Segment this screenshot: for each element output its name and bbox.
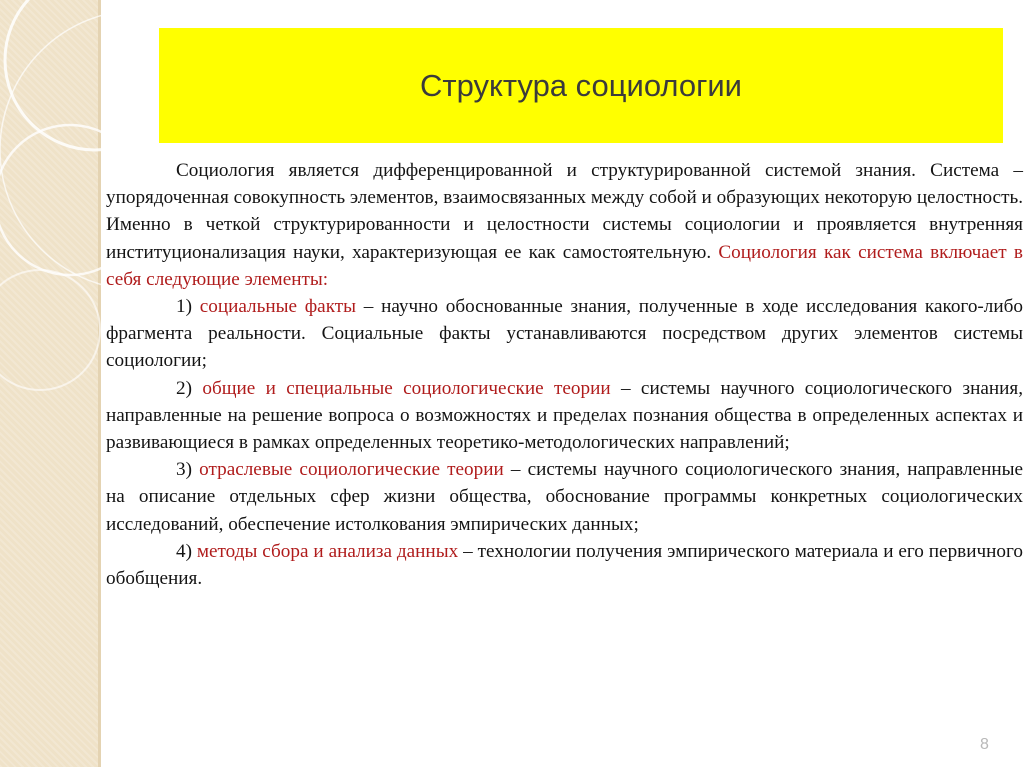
list-item bbox=[106, 538, 1023, 592]
item-number: 3) bbox=[176, 459, 200, 481]
title-banner bbox=[159, 28, 1003, 143]
item-description: – технологии получения эмпирического материала и его первичного обобщения. bbox=[106, 540, 1023, 590]
slide-title: Структура социологии bbox=[419, 68, 743, 103]
slide-body bbox=[106, 157, 1023, 592]
intro-paragraph bbox=[106, 157, 1023, 293]
item-term: социальные факты bbox=[199, 296, 357, 318]
item-term: методы сбора и анализа данных bbox=[196, 540, 459, 562]
item-description: – научно обоснованные знания, полученные в ходе исследования какого-либо фрагмента реальности. Социальные факты устанавливаются посредством других элементов системы социологии; bbox=[106, 296, 1023, 372]
item-term: отраслевые социологические теории bbox=[199, 459, 504, 481]
intro-text: Социология является дифференцированной и структурированной системой знания. Система – упорядоченная совокупность элементов, взаимосвязанных между собой и образующих некоторую целостность. Именно в четкой структурированности и целостности системы социологии и проявляется внутренняя институционализация науки, характеризующая ее как самостоятельную. bbox=[106, 160, 1023, 263]
item-term: общие и специальные социологические теории bbox=[202, 377, 611, 399]
intro-highlight: Социология как система включает в себя следующие элементы: bbox=[106, 241, 1023, 290]
item-number: 2) bbox=[176, 377, 203, 399]
page-number: 8 bbox=[980, 736, 989, 753]
item-description: – системы научного социологического знания, направленные на описание отдельных сфер жизни общества, обоснование программы конкретных социологических исследований, обеспечение истолкования эмпирических данных; bbox=[106, 459, 1024, 535]
list-item bbox=[106, 375, 1023, 457]
item-description: – системы научного социологического знания, направленные на решение вопроса о возможностях и пределах познания общества в определенных аспектах и развивающиеся в рамках определенных теоретико-методологических направлений; bbox=[106, 377, 1024, 454]
list-item bbox=[106, 456, 1023, 538]
list-item bbox=[106, 293, 1023, 375]
item-number: 4) bbox=[176, 540, 197, 562]
item-number: 1) bbox=[176, 296, 200, 318]
